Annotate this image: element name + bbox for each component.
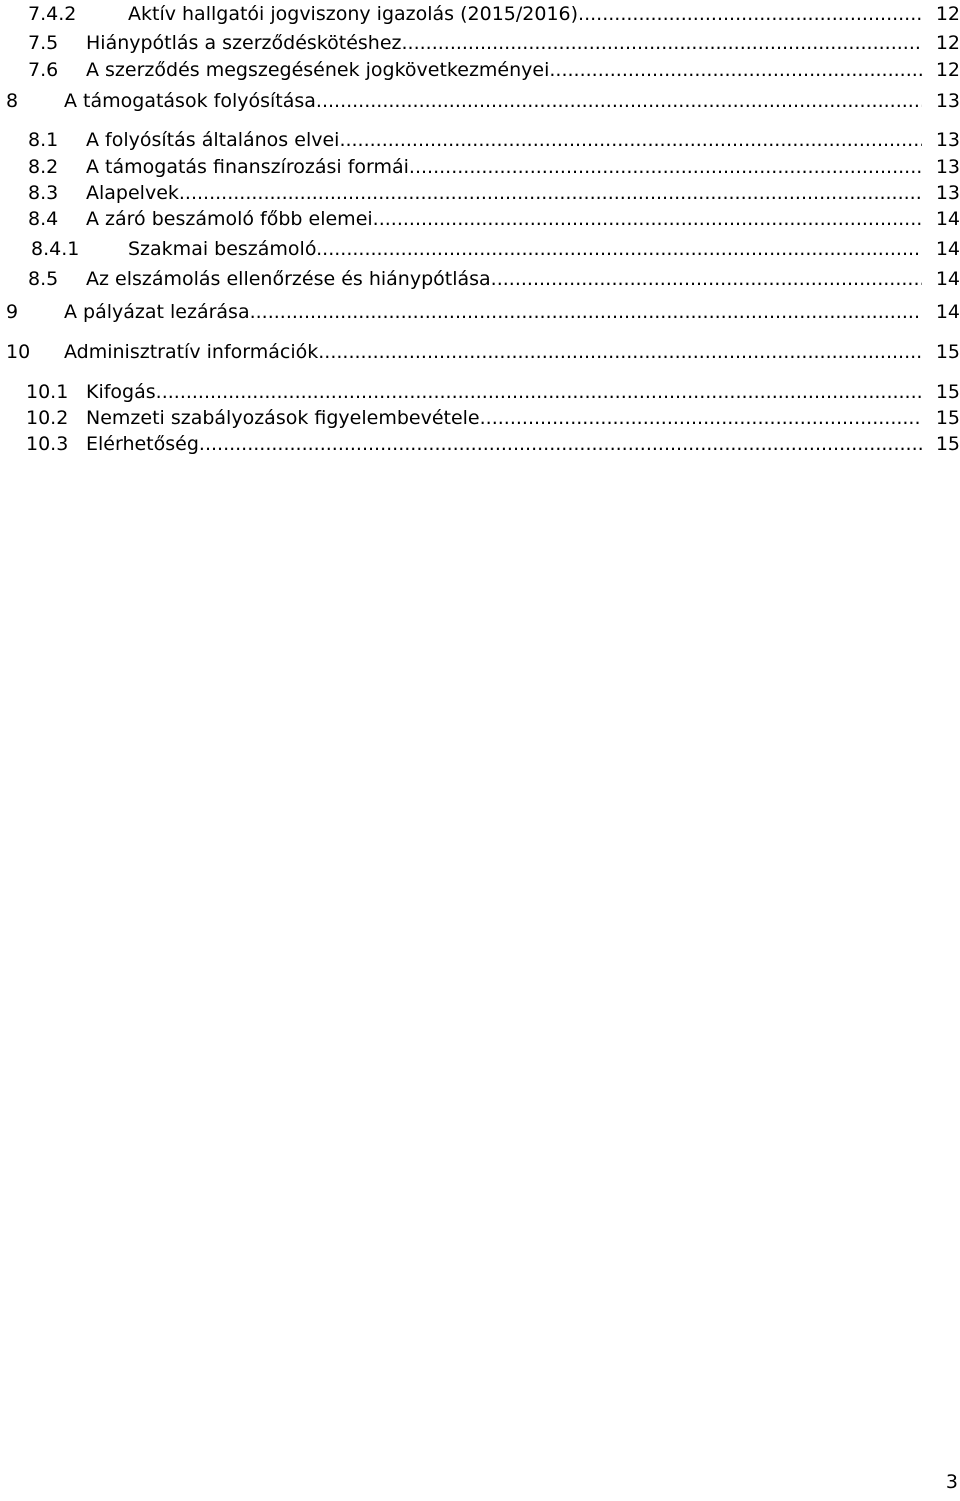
toc-entry-title: Alapelvek ..... [86,182,922,204]
toc-entry-page: 12 [935,59,960,81]
toc-entry-page: 14 [935,268,960,290]
toc-entry-title: A záró beszámoló főbb elemei ..... [86,208,922,230]
toc-entry-title: A szerződés megszegésének jogkövetkezményei ..... [86,59,922,81]
toc-entry-page: 13 [935,129,960,151]
toc-entry-title: Elérhetőség ..... [86,433,922,455]
toc-entry-title: Az elszámolás ellenőrzése és hiánypótlása ..... [86,268,922,290]
toc-entry-page: 14 [935,238,960,260]
toc-entry[interactable] [0,154,960,180]
toc-entry[interactable] [0,88,960,114]
toc-entry[interactable] [0,431,960,457]
toc-entry-number: 7.5 [28,32,59,54]
toc-entry-title: Hiánypótlás a szerződéskötéshez ..... [86,32,922,54]
toc-entry[interactable] [0,30,960,56]
toc-entry-number: 8.5 [28,268,59,290]
toc-entry[interactable] [0,339,960,365]
toc-entry-number: 10.1 [26,381,69,403]
toc-entry-number: 7.4.2 [28,3,77,25]
toc-entry-title: A folyósítás általános elvei ..... [86,129,922,151]
toc-entry-page: 14 [935,301,960,323]
toc-entry-number: 7.6 [28,59,59,81]
toc-entry[interactable] [0,180,960,206]
toc-entry-title: Szakmai beszámoló ..... [128,238,922,260]
toc-entry-page: 15 [935,407,960,429]
toc-entry-number: 8.2 [28,156,59,178]
toc-entry-title: Adminisztratív információk ..... [64,341,922,363]
toc-entry[interactable] [0,405,960,431]
toc-entry-number: 10.2 [26,407,69,429]
toc-entry[interactable] [0,236,960,262]
toc-entry-title: A támogatás finanszírozási formái ..... [86,156,922,178]
toc-entry-title: Aktív hallgatói jogviszony igazolás (2015/2016) ..... [128,3,922,25]
toc-entry-page: 13 [935,90,960,112]
toc-entry[interactable] [0,266,960,292]
toc-entry-number: 8.4 [28,208,59,230]
toc-entry-page: 13 [935,182,960,204]
toc-entry-number: 8 [6,90,19,112]
toc-entry-number: 10.3 [26,433,69,455]
toc-entry-number: 8.3 [28,182,59,204]
toc-entry-number: 8.1 [28,129,59,151]
toc-entry-page: 12 [935,32,960,54]
toc-entry[interactable] [0,206,960,232]
toc-entry-number: 8.4.1 [31,238,80,260]
toc-entry[interactable] [0,379,960,405]
toc-entry-title: Kifogás ..... [86,381,922,403]
toc-entry[interactable] [0,1,960,27]
toc-entry[interactable] [0,57,960,83]
toc-entry-number: 10 [6,341,31,363]
toc-entry-title: A pályázat lezárása ..... [64,301,922,323]
toc-entry[interactable] [0,127,960,153]
toc-entry-page: 15 [935,433,960,455]
toc-entry-title: A támogatások folyósítása ..... [64,90,922,112]
page-number: 3 [945,1471,958,1493]
toc-entry-number: 9 [6,301,19,323]
toc-entry-title: Nemzeti szabályozások figyelembevétele ..... [86,407,922,429]
toc-entry[interactable] [0,299,960,325]
toc-entry-page: 15 [935,381,960,403]
toc-entry-page: 12 [935,3,960,25]
toc-entry-page: 13 [935,156,960,178]
toc-entry-page: 14 [935,208,960,230]
toc-entry-page: 15 [935,341,960,363]
